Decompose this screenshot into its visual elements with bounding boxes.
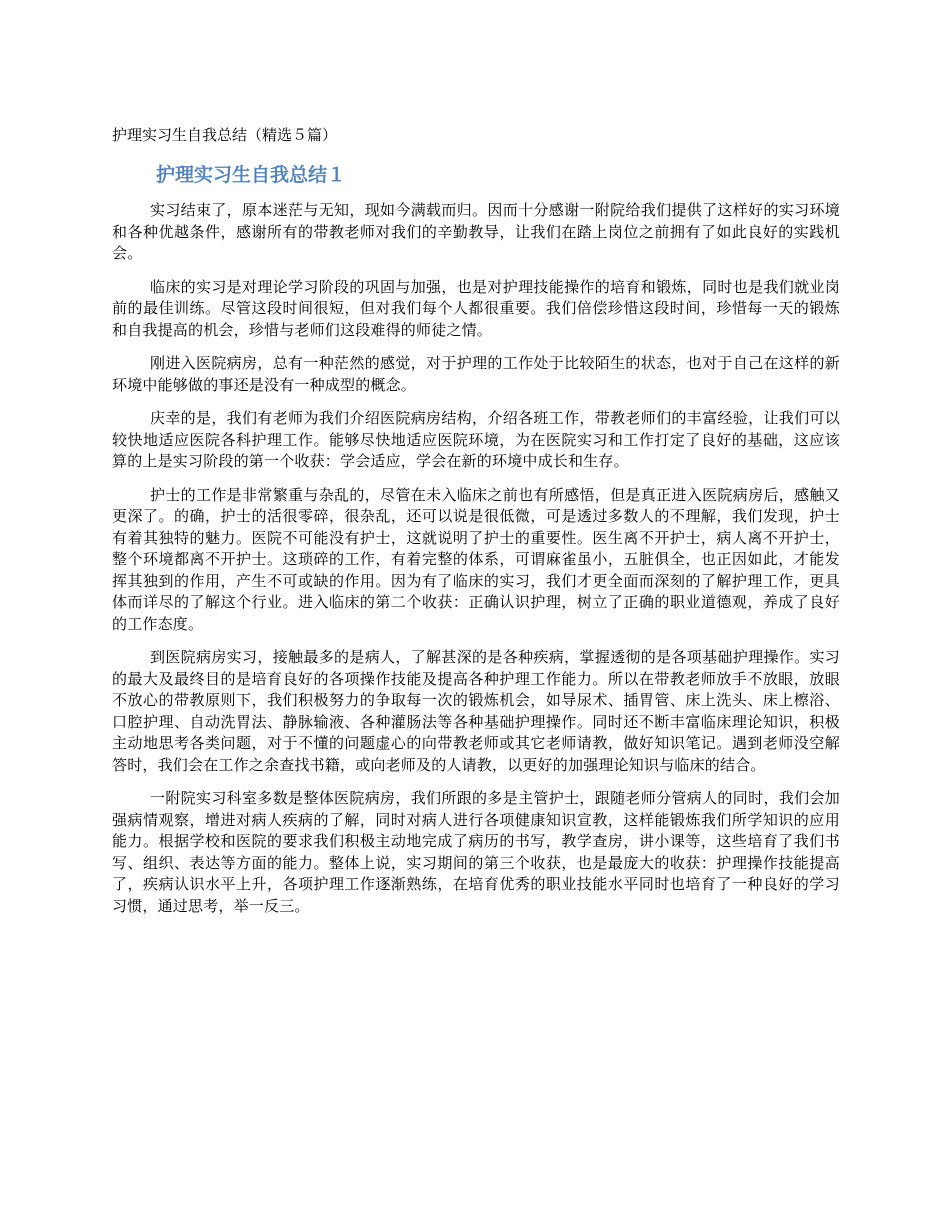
section-heading: 护理实习生自我总结１ [156,164,347,186]
paragraph-7: 一附院实习科室多数是整体医院病房，我们所跟的多是主管护士，跟随老师分管病人的同时，我们会加强病情观察，增进对病人疾病的了解，同时对病人进行各项健康知识宣教，这样能锻炼我们所学知识的应用能力。根据学校和医院的要求我们积极主动地完成了病历的书写，教学查房，讲小课等，这些培育了我们书写、组织、表达等方面的能力。整体上说，实习期间的第三个收获，也是最庞大的收获：护理操作技能提高了，疾病认识水平上升，各项护理工作逐渐熟练，在培育优秀的职业技能水平同时也培育了一种良好的学习习惯，通过思考，举一反三。 [112,789,840,915]
paragraph-1: 实习结束了，原本迷茫与无知，现如今满载而归。因而十分感谢一附院给我们提供了这样好的实习环境和各种优越条件，感谢所有的带教老师对我们的辛勤教导，让我们在踏上岗位之前拥有了如此良好的实践机会。 [112,201,840,262]
paragraph-4: 庆幸的是，我们有老师为我们介绍医院病房结构，介绍各班工作，带教老师们的丰富经验，让我们可以较快地适应医院各科护理工作。能够尽快地适应医院环境，为在医院实习和工作打定了良好的基础，这应该算的上是实习阶段的第一个收获：学会适应，学会在新的环境中成长和生存。 [112,409,840,470]
paragraph-6: 到医院病房实习，接触最多的是病人，了解甚深的是各种疾病，掌握透彻的是各项基础护理操作。实习的最大及最终目的是培育良好的各项操作技能及提高各种护理工作能力。所以在带教老师放手不放眼，放眼不放心的带教原则下，我们积极努力的争取每一次的锻炼机会，如导尿术、插胃管、床上洗头、床上檫浴、口腔护理、自动洗胃法、静脉输液、各种灌肠法等各种基础护理操作。同时还不断丰富临床理论知识，积极主动地思考各类问题，对于不懂的问题虚心的向带教老师或其它老师请教，做好知识笔记。遇到老师没空解答时，我们会在工作之余查找书籍，或向老师及的人请教，以更好的加强理论知识与临床的结合。 [112,648,840,774]
paragraph-3: 刚进入医院病房，总有一种茫然的感觉，对于护理的工作处于比较陌生的状态，也对于自己在这样的新环境中能够做的事还是没有一种成型的概念。 [112,354,840,394]
paragraph-2: 临床的实习是对理论学习阶段的巩固与加强，也是对护理技能操作的培育和锻炼，同时也是我们就业岗前的最佳训练。尽管这段时间很短，但对我们每个人都很重要。我们倍偿珍惜这段时间，珍惜每一天的锻炼和自我提高的机会，珍惜与老师们这段难得的师徒之情。 [112,277,840,339]
document-page [112,124,840,929]
document-title: 护理实习生自我总结（精选５篇） [112,126,338,144]
paragraph-5: 护士的工作是非常繁重与杂乱的，尽管在未入临床之前也有所感悟，但是真正进入医院病房后，感触又更深了。的确，护士的活很零碎，很杂乱，还可以说是很低微，可是透过多数人的不理解，我们发现，护士有着其独特的魅力。医院不可能没有护士，这就说明了护士的重要性。医生离不开护士，病人离不开护士，整个环境都离不开护士。这琐碎的工作，有着完整的体系，可谓麻雀虽小，五脏俱全，也正因如此，才能发挥其独到的作用，产生不可或缺的作用。因为有了临床的实习，我们才更全面而深刻的了解护理工作，更具体而详尽的了解这个行业。进入临床的第二个收获：正确认识护理，树立了正确的职业道德观，养成了良好的工作态度。 [112,485,840,633]
